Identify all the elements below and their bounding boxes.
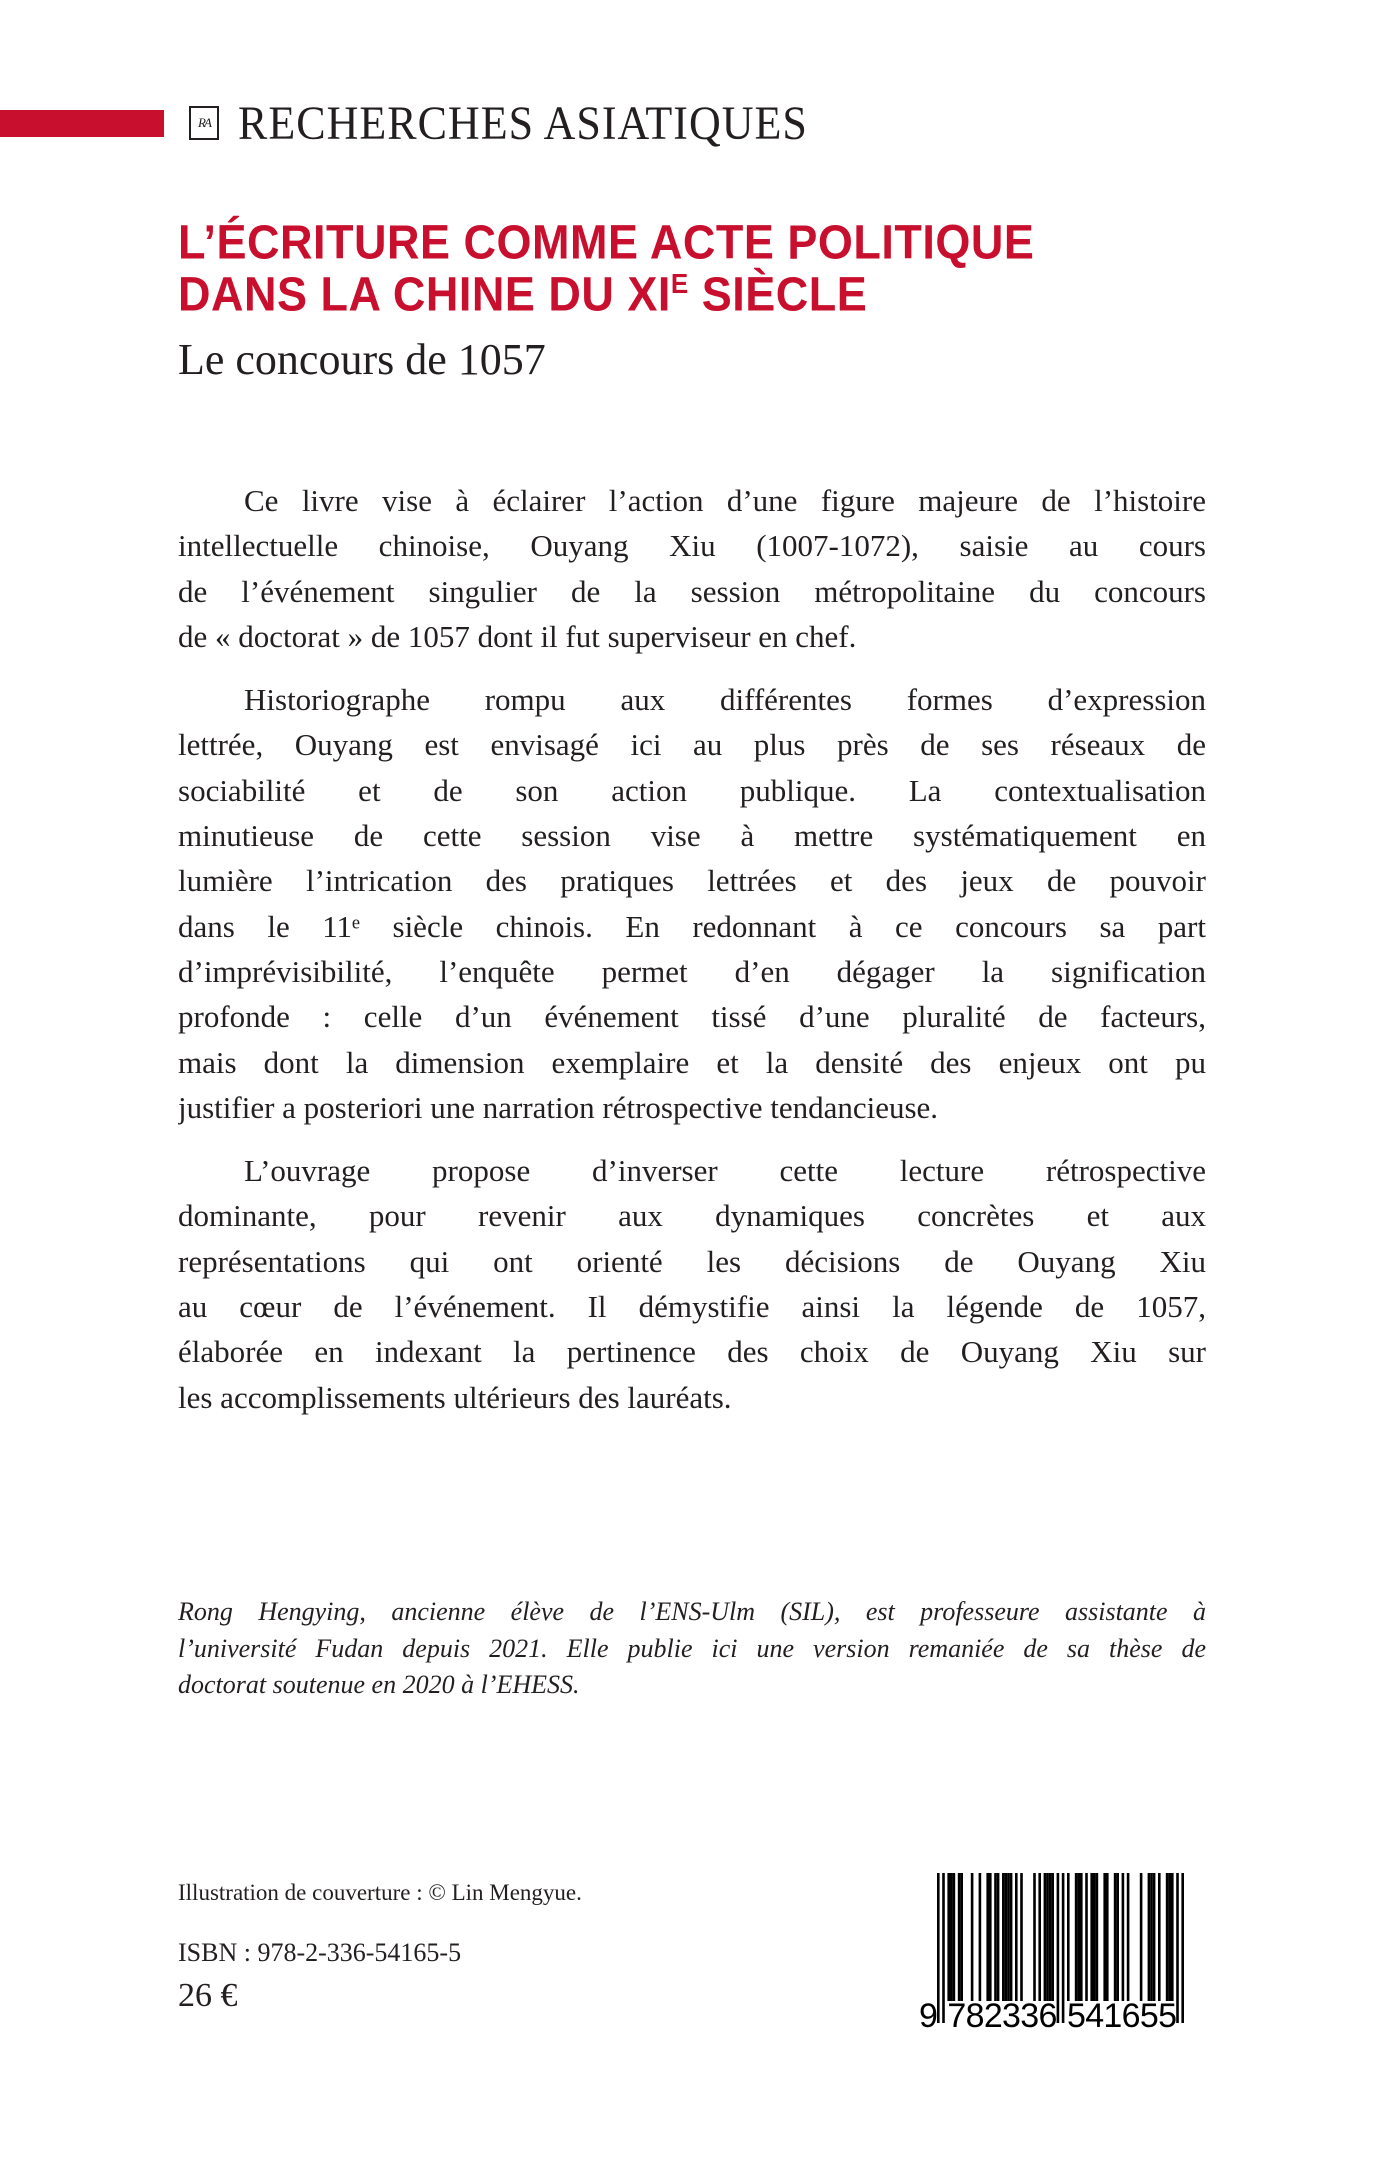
barcode-bar [950, 1873, 953, 2001]
title-superscript: E [670, 267, 689, 300]
barcode-digits: 9 [919, 1997, 938, 2030]
text-line: représentations qui ont orienté les décisions de Ouyang Xiu [178, 1243, 1206, 1279]
text-line: lumière l’intrication des pratiques lettrées et des jeux de pouvoir [178, 863, 1206, 899]
barcode-bar [1090, 1873, 1093, 2001]
barcode-bar [997, 1873, 1000, 2001]
barcode-bar [1085, 1873, 1088, 2001]
barcode-bar [1096, 1873, 1099, 2001]
barcode-bar [1103, 1873, 1106, 2001]
barcode-bar [979, 1873, 982, 2001]
barcode-bar [1005, 1873, 1008, 2001]
text-line: L’ouvrage propose d’inverser cette lecture rétrospective [244, 1153, 1206, 1189]
book-title-line-1: L’ÉCRITURE COMME ACTE POLITIQUE [178, 214, 1035, 270]
barcode-bar [1010, 1873, 1013, 2001]
barcode-bar [1181, 1873, 1184, 2023]
text-line: mais dont la dimension exemplaire et la densité des enjeux ont pu [178, 1044, 1206, 1080]
barcode-bar [1150, 1873, 1153, 2001]
text-line: de l’événement singulier de la session métropolitaine du concours [178, 573, 1206, 609]
series-name: RECHERCHES ASIATIQUES [238, 97, 808, 150]
barcode-bar [994, 1873, 997, 2001]
bio-text: , ancienne élève de l’ENS-Ulm (SIL), est professeure assistante à [359, 1597, 1206, 1626]
title-text: DANS LA CHINE DU XI [178, 266, 671, 322]
illustration-credit: Illustration de couverture : © Lin Mengyue. [178, 1880, 582, 1905]
barcode-bar [1093, 1873, 1096, 2001]
barcode-bar [1116, 1873, 1119, 2001]
author-bio [178, 1594, 1206, 1704]
barcode-bar [1046, 1873, 1049, 2001]
price: 26 € [178, 1977, 238, 2014]
paragraph [178, 1148, 1206, 1420]
book-subtitle: Le concours de 1057 [178, 335, 546, 384]
barcode-bar [1158, 1873, 1161, 2001]
barcode-bar [971, 1873, 974, 2001]
barcode-bar [1075, 1873, 1078, 2001]
bio-line [178, 1594, 1206, 1631]
barcode-bar [1062, 1873, 1065, 2023]
barcode-bar [989, 1873, 992, 2001]
barcode-bar [1140, 1873, 1143, 2001]
logo-text: RA [198, 115, 210, 130]
author-name: Rong Hengying [178, 1597, 360, 1626]
series-red-bar [0, 110, 164, 137]
text-line: minutieuse de cette session vise à mettre systématiquement en [178, 818, 1206, 854]
barcode-bar [953, 1873, 956, 2001]
barcode-bar [1067, 1873, 1070, 2001]
barcode-bar [1038, 1873, 1041, 2001]
barcode-bar [1171, 1873, 1174, 2001]
bio-line: doctorat soutenue en 2020 à l’EHESS. [178, 1670, 580, 1699]
barcode-bar [1114, 1873, 1117, 2001]
barcode [915, 1870, 1190, 2030]
text-line: Historiographe rompu aux différentes formes d’expression [244, 682, 1206, 718]
blurb [178, 478, 1206, 1438]
barcode-bar [958, 1873, 961, 2001]
barcode-bar [1080, 1873, 1083, 2001]
ra-logo-icon [189, 106, 219, 140]
title-text-end: SIÈCLE [688, 266, 868, 322]
text-line: de « doctorat » de 1057 dont il fut superviseur en chef. [178, 618, 857, 654]
barcode-bar [986, 1873, 989, 2001]
text-line: Ce livre vise à éclairer l’action d’une figure majeure de l’histoire [244, 483, 1206, 518]
book-title-line-2 [178, 266, 867, 322]
barcode-digits: 541655 [1067, 1997, 1177, 2030]
text-line: au cœur de l’événement. Il démystifie ainsi la légende de 1057, [178, 1289, 1206, 1325]
text-line: justifier a posteriori une narration rétrospective tendancieuse. [178, 1089, 939, 1125]
barcode-bar [1033, 1873, 1036, 2001]
barcode-bar [1166, 1873, 1169, 2001]
text-line: d’imprévisibilité, l’enquête permet d’en dégager la signification [178, 953, 1206, 989]
text-line: intellectuelle chinoise, Ouyang Xiu (1007-1072), saisie au cours [178, 528, 1206, 564]
barcode-bar [1106, 1873, 1109, 2001]
text-line: sociabilité et de son action publique. La contextualisation [178, 772, 1206, 808]
barcode-bar [942, 1873, 945, 2023]
barcode-bar [1127, 1873, 1130, 2001]
barcode-digits: 782336 [947, 1997, 1058, 2030]
paragraph [178, 677, 1206, 1130]
barcode-bar [1051, 1873, 1054, 2001]
barcode-bar [1077, 1873, 1080, 2001]
text-line: profonde : celle d’un événement tissé d’une pluralité de facteurs, [178, 999, 1206, 1035]
barcode-bar [1148, 1873, 1151, 2001]
text-line: dans le 11ᵉ siècle chinois. En redonnant à ce concours sa part [178, 908, 1206, 944]
text-line: les accomplissements ultérieurs des lauréats. [178, 1379, 732, 1415]
barcode-bar [1020, 1873, 1023, 2001]
bio-line: l’université Fudan depuis 2021. Elle publie ici une version remaniée de sa thèse de [178, 1633, 1206, 1663]
barcode-bar [1122, 1873, 1125, 2001]
text-line: élaborée en indexant la pertinence des choix de Ouyang Xiu sur [178, 1334, 1206, 1370]
paragraph [178, 478, 1206, 659]
barcode-bar [1015, 1873, 1018, 2001]
text-line: lettrée, Ouyang est envisagé ici au plus près de ses réseaux de [178, 727, 1206, 763]
barcode-bar [960, 1873, 963, 2001]
barcode-bar [1153, 1873, 1156, 2001]
barcode-bar [1002, 1873, 1005, 2001]
barcode-bar [1007, 1873, 1010, 2001]
barcode-bar [947, 1873, 950, 2001]
isbn: ISBN : 978-2-336-54165-5 [178, 1938, 462, 1967]
barcode-bar [1168, 1873, 1171, 2001]
barcode-bar [1049, 1873, 1052, 2001]
barcode-bar [1044, 1873, 1047, 2001]
text-line: dominante, pour revenir aux dynamiques concrètes et aux [178, 1198, 1206, 1234]
